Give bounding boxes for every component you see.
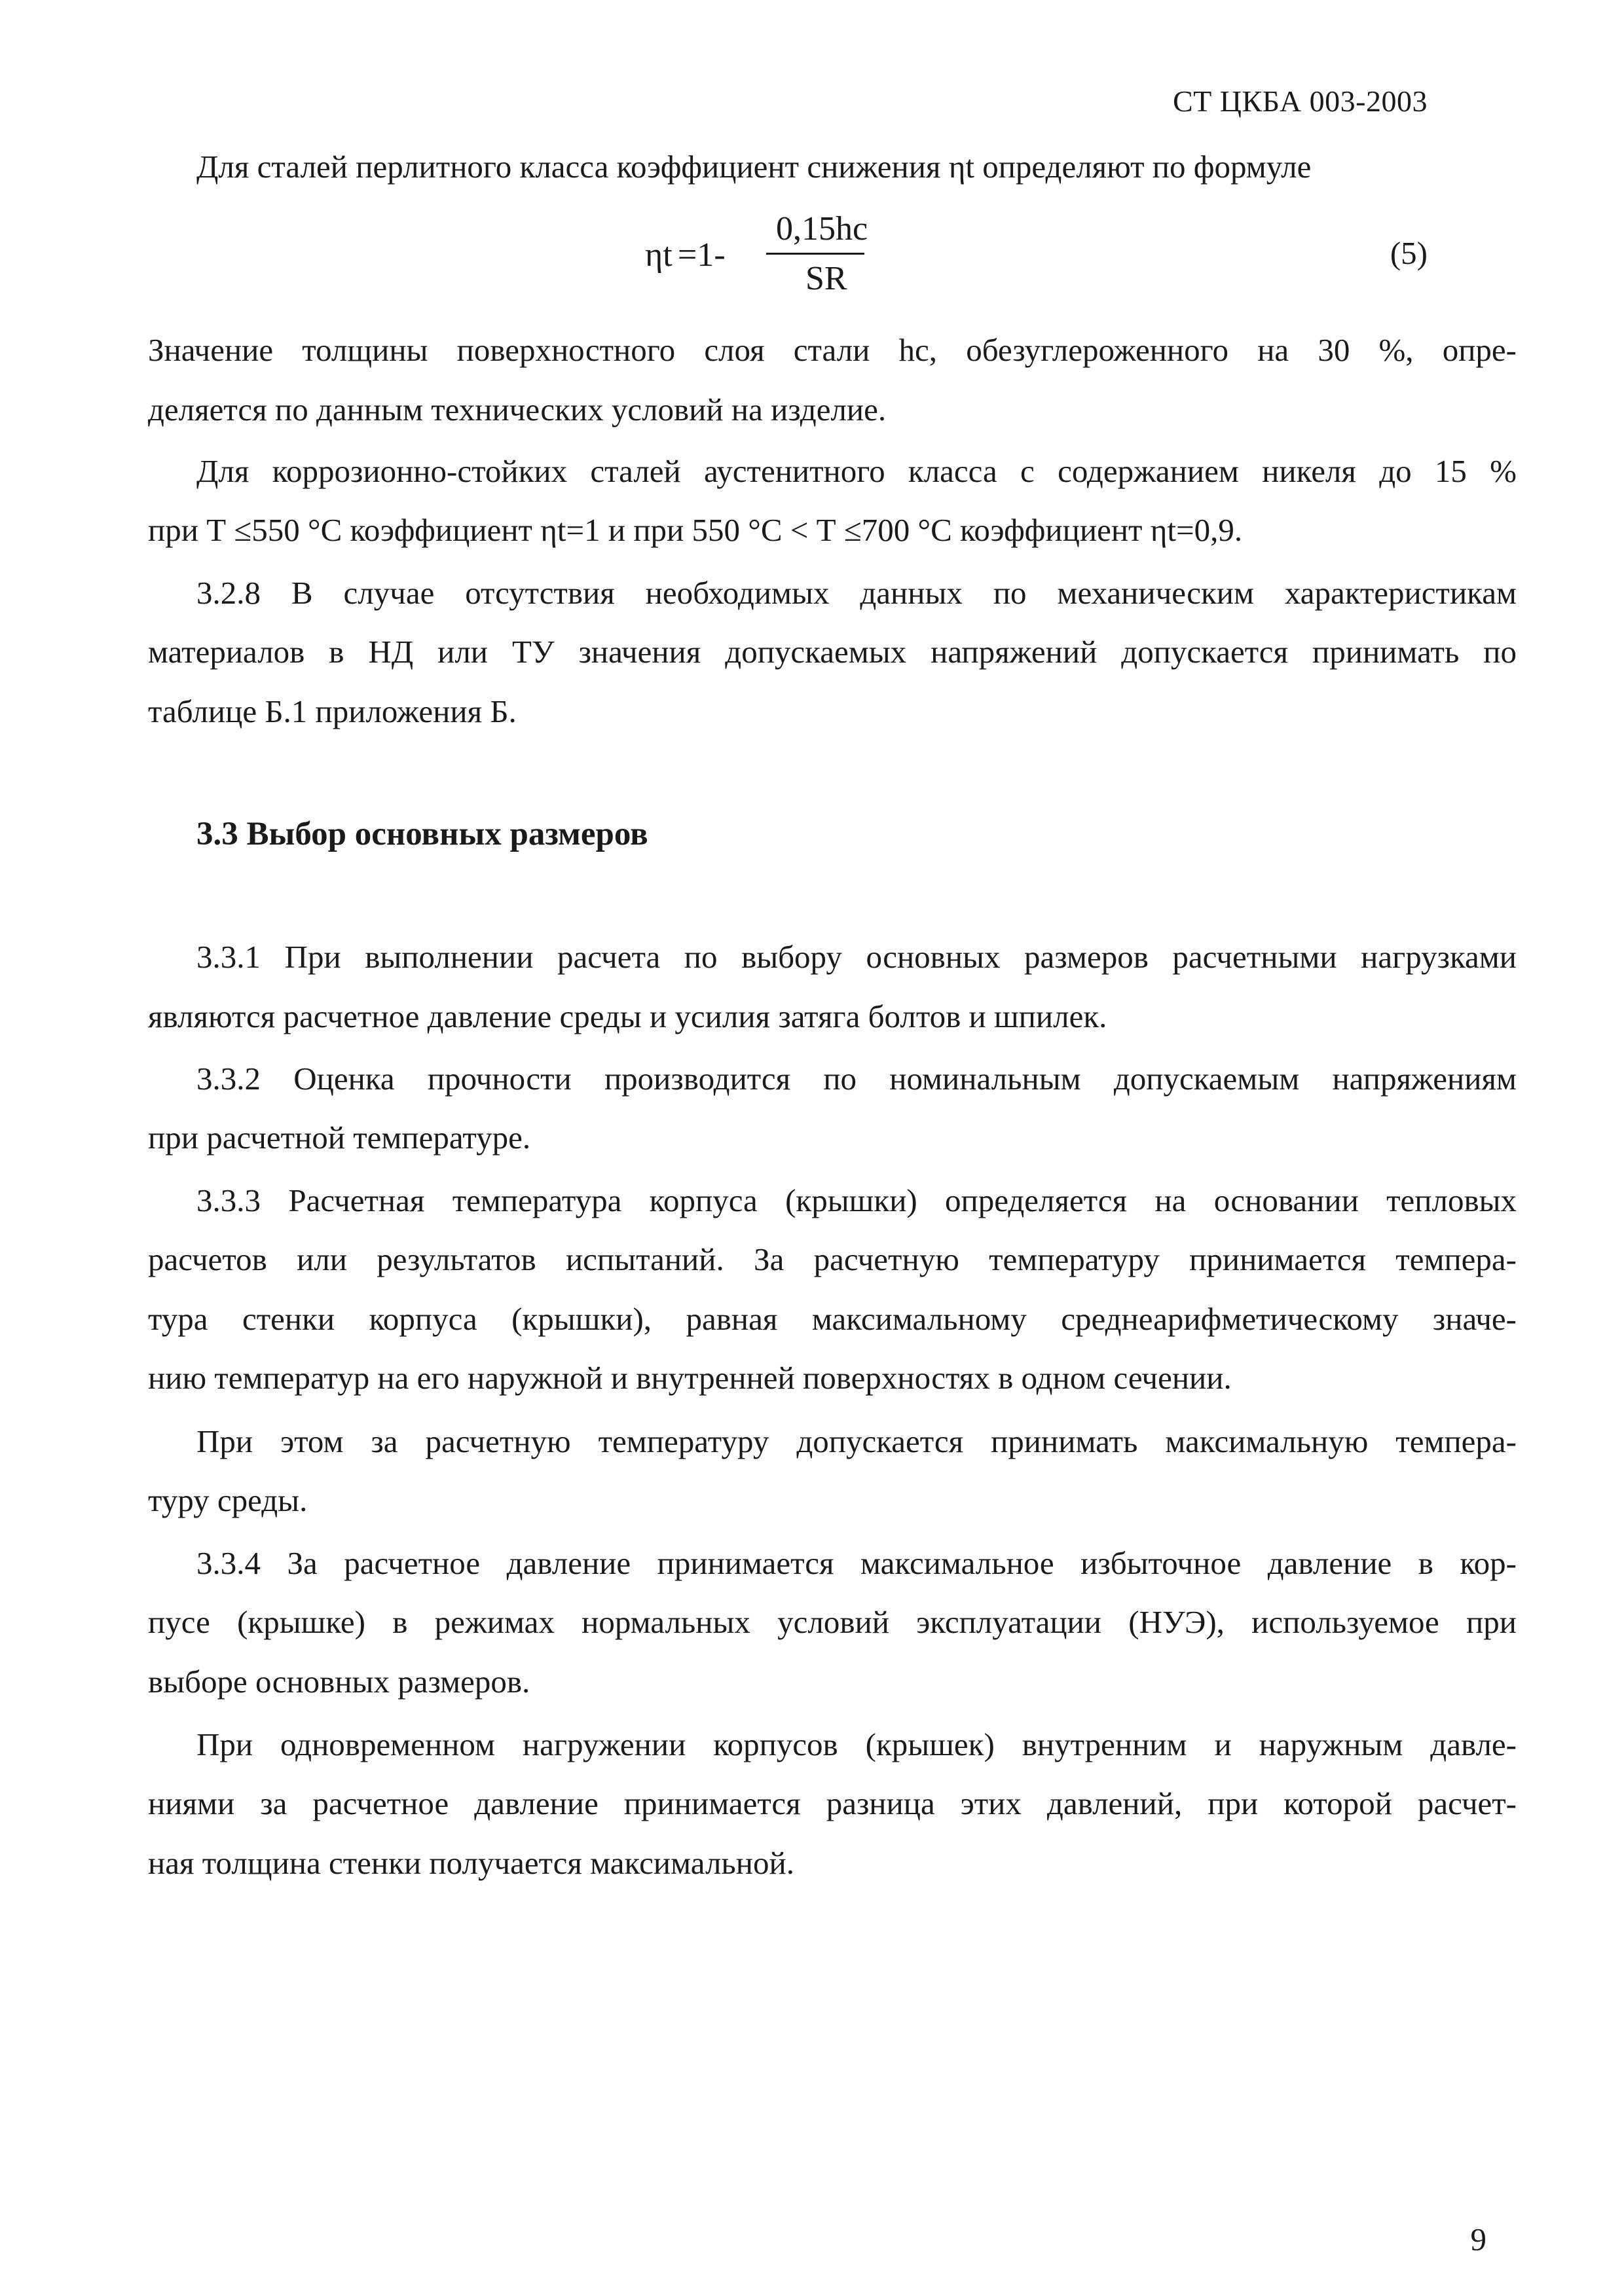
paragraph-line: материалов в НД или ТУ значения допускаемых напряжений допускается принимать по: [148, 634, 1517, 670]
formula-intro: Для сталей перлитного класса коэффициент снижения ηt определяют по формуле: [196, 149, 1312, 185]
formula-numerator: 0,15hc: [776, 210, 868, 247]
paragraph-line: при Т ≤550 °С коэффициент ηt=1 и при 550 °С < Т ≤700 °С коэффициент ηt=0,9.: [148, 512, 1243, 548]
document-code: СТ ЦКБА 003-2003: [1172, 84, 1428, 118]
paragraph-line: 3.3.4 За расчетное давление принимается максимальное избыточное давление в кор-: [196, 1545, 1517, 1581]
paragraph-line: таблице Б.1 приложения Б.: [148, 693, 517, 729]
paragraph-line: При одновременном нагружении корпусов (крышек) внутренним и наружным давле-: [196, 1726, 1517, 1762]
paragraph-line: ниями за расчетное давление принимается разница этих давлений, при которой расчет-: [148, 1785, 1517, 1821]
paragraph-line: деляется по данным технических условий на изделие.: [148, 392, 887, 428]
page-number: 9: [1470, 2221, 1486, 2257]
section-heading: 3.3 Выбор основных размеров: [196, 816, 648, 852]
formula-lhs: ηt: [645, 236, 673, 274]
paragraph-line: тура стенки корпуса (крышки), равная максимальному среднеарифметическому значе-: [148, 1301, 1517, 1337]
paragraph-line: Для коррозионно-стойких сталей аустенитного класса с содержанием никеля до 15 %: [196, 453, 1517, 489]
paragraph-line: при расчетной температуре.: [148, 1120, 531, 1156]
paragraph-line: При этом за расчетную температуру допускается принимать максимальную темпера-: [196, 1423, 1517, 1459]
formula-5: [645, 202, 907, 300]
paragraph-line: туру среды.: [148, 1482, 308, 1518]
formula-denominator: SR: [805, 260, 847, 297]
paragraph-line: 3.3.3 Расчетная температура корпуса (крышки) определяется на основании тепловых: [196, 1182, 1517, 1218]
paragraph-line: Значение толщины поверхностного слоя стали hc, обезуглероженного на 30 %, опре-: [148, 332, 1517, 368]
fraction-bar: [766, 253, 864, 255]
paragraph-line: 3.3.1 При выполнении расчета по выбору основных размеров расчетными нагрузками: [196, 939, 1517, 975]
paragraph-line: пусе (крышке) в режимах нормальных условий эксплуатации (НУЭ), используемое при: [148, 1604, 1517, 1640]
paragraph-line: 3.2.8 В случае отсутствия необходимых данных по механическим характеристикам: [196, 575, 1517, 611]
paragraph-line: являются расчетное давление среды и усилия затяга болтов и шпилек.: [148, 998, 1107, 1034]
paragraph-line: ная толщина стенки получается максимальной.: [148, 1845, 794, 1881]
equation-number: (5): [1390, 235, 1428, 271]
formula-equals: =1-: [678, 236, 726, 274]
paragraph-line: выборе основных размеров.: [148, 1664, 530, 1700]
paragraph-line: нию температур на его наружной и внутренней поверхностях в одном сечении.: [148, 1360, 1232, 1396]
paragraph-line: 3.3.2 Оценка прочности производится по номинальным допускаемым напряжениям: [196, 1061, 1517, 1097]
paragraph-line: расчетов или результатов испытаний. За расчетную температуру принимается темпера-: [148, 1241, 1517, 1277]
